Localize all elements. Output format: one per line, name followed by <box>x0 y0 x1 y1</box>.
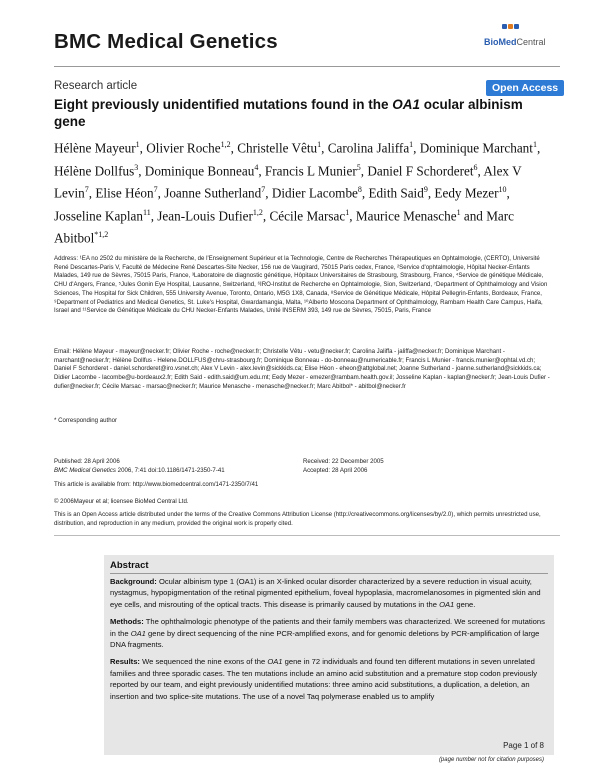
article-type: Research article <box>54 80 138 92</box>
published-date: Published: 28 April 2006 <box>54 458 120 465</box>
citation: BMC Medical Genetics 2006, 7:41 doi:10.1186/1471-2350-7-41 <box>54 467 225 474</box>
author-affiliation: 7 <box>84 185 89 195</box>
author-affiliation: *1,2 <box>94 230 109 240</box>
author-separator: , <box>138 162 145 178</box>
author-separator: , <box>349 208 356 224</box>
author-name: Jean-Louis Dufier <box>157 208 253 224</box>
author-name: Maurice Menasche <box>355 208 457 224</box>
author-name: Elise Héon <box>95 185 154 201</box>
author-separator: , <box>477 162 484 178</box>
publication-info <box>54 457 225 475</box>
author-separator: , <box>258 162 265 178</box>
affiliations: Address: ¹EA no 2502 du ministère de la Recherche, de l'Enseignement Supérieur et la Technologie, Centre de Recherches Thérapeutiques en Ophtalmologie, (CERTO), Université René Descartes-Paris V, Faculté de Médecine René Descartes-Site Necker, 156 rue de Vaugirard, 75015 Paris cedex, France, ²Service d'ophtalmologie, Hôpital Necker-Enfants Malades, 149 rue de Sèvres, 75015 Paris, France, ³Laboratoire de diagnostic génétique, Hôpitaux Universitaires de Strasbourg, Strasbourg, France, ⁴Service de génétique Médicale, CHU d'Angers, France, ⁵Jules Gonin Eye Hospital, Lausanne, Switzerland, ⁶IRO-Institut de Recherche en Ophtalmologie, Sion, Switzerland, ⁷Department of Ophthalmology and Vision Sciences, The Hospital for Sick Children, 555 University Avenue, Toronto, Ontario, M5G 1X8, Canada, ⁸Service de Génétique Médicale, Hôpital Pellegrin-Enfants, Bordeaux, France, ⁹Department of Pediatrics and Medical Genetics, St. Luke's Hospital, Gwardamangia, Malta, ¹⁰Alberto Moscona Department of Ophthalmology, Rambam Health Care Campus, Haifa, Israel and ¹¹Service de Génétique Médicale du CHU Necker-Enfants Malades, Unité INSERM 393, 149 rue de Sèvres, 75015, Paris, France <box>54 255 548 315</box>
author-affiliation: 4 <box>254 162 259 172</box>
author-separator: , <box>427 185 435 201</box>
author-separator: , <box>262 208 270 224</box>
author-name: Christelle Vêtu <box>237 140 318 156</box>
abstract-body <box>110 576 548 708</box>
author-separator: , <box>230 140 238 156</box>
author-name: Daniel F Schorderet <box>367 162 474 178</box>
page-number: Page 1 of 8 <box>503 741 544 750</box>
author-name: Didier Lacombe <box>271 185 358 201</box>
abstract-methods: Methods: The ophthalmologic phenotype of the patients and their family members was characterized. We screened for mutations in the OA1 gene by direct sequencing of the nine PCR-amplified exons, and for genomic deletions by PCR-amplification of large DNA fragments. <box>110 617 545 650</box>
author-list <box>54 135 554 248</box>
author-name: and Marc Abitbol <box>54 208 515 246</box>
author-name: Carolina Jaliffa <box>327 140 410 156</box>
abstract-box <box>104 555 554 755</box>
author-affiliation: 5 <box>356 162 361 172</box>
author-name: Dominique Marchant <box>419 140 533 156</box>
author-separator: , <box>360 162 368 178</box>
author-separator: , <box>139 140 147 156</box>
author-affiliation: 7 <box>153 185 158 195</box>
author-separator: , <box>413 140 420 156</box>
author-affiliation: 8 <box>357 185 362 195</box>
author-name: Cécile Marsac <box>269 208 346 224</box>
author-separator: , <box>361 185 369 201</box>
author-affiliation: 6 <box>473 162 478 172</box>
accepted-date: Accepted: 28 April 2006 <box>303 467 368 474</box>
author-affiliation: 7 <box>261 185 266 195</box>
received-accepted <box>303 457 384 475</box>
abstract-rule <box>110 573 548 574</box>
header-rule <box>54 66 560 67</box>
received-date: Received: 22 December 2005 <box>303 458 384 465</box>
author-separator: , <box>88 185 96 201</box>
author-affiliation: 10 <box>498 185 507 195</box>
author-name: Edith Said <box>368 185 424 201</box>
author-emails: Email: Hélène Mayeur - mayeur@necker.fr; Olivier Roche - roche@necker.fr; Christelle Vêtu - vetu@necker.fr; Carolina Jaliffa - jaliffa@necker.fr; Dominique Marchant - marchant@necker.fr; Hélène Dollfus - Helene.DOLLFUS@chru-strasbourg.fr; Dominique Bonneau - do-bonneau@numericable.fr; Francis L Munier - francis.munier@ophtal.vd.ch; Daniel F Schorderet - daniel.schorderet@iro.vsnet.ch; Alex V Levin - alex.levin@sickkids.ca; Elise Héon - eheon@attglobal.net; Joanne Sutherland - joanne.sutherland@sickkids.ca; Didier Lacombe - lacombe@u-bordeaux2.fr; Edith Said - edith.said@um.edu.mt; Eedy Mezer - emezer@rambam.health.gov.il; Josseline Kaplan - kaplan@necker.fr; Jean-Louis Dufier - dufier@necker.fr; Cécile Marsac - marsac@necker.fr; Maurice Menasche - menasche@necker.fr; Marc Abitbol* - abitbol@necker.fr <box>54 348 550 390</box>
author-affiliation: 1 <box>317 140 322 149</box>
abstract-background: Background: Ocular albinism type 1 (OA1) is an X-linked ocular disorder characterized by a severe reduction in visual acuity, nystagmus, hypopigmentation of the retinal pigmented epithelium, foveal hypoplasia, macromelanosomes in pigmented skin and eye cells, and misrouting of the optical tracts. This disease is primarily caused by mutations in the OA1 gene. <box>110 577 541 609</box>
logo-mark <box>502 22 520 31</box>
journal-title: BMC Medical Genetics <box>54 30 278 53</box>
article-title: Eight previously unidentified mutations found in the OA1 ocular albinism gene <box>54 97 523 129</box>
author-affiliation: 11 <box>143 207 151 217</box>
article-url: This article is available from: http://www.biomedcentral.com/1471-2350/7/41 <box>54 481 259 488</box>
author-affiliation: 1 <box>456 207 461 217</box>
author-name: Dominique Bonneau <box>144 162 255 178</box>
author-separator: , <box>506 185 510 201</box>
author-name: Joanne Sutherland <box>164 185 262 201</box>
author-affiliation: 1 <box>532 140 537 149</box>
copyright: © 2006Mayeur et al; licensee BioMed Central Ltd. <box>54 498 189 505</box>
author-name: Hélène Dollfus <box>54 162 135 178</box>
author-name: Francis L Munier <box>264 162 357 178</box>
author-separator: , <box>536 140 541 156</box>
copyright-license <box>54 497 554 528</box>
page-number-note: (page number not for citation purposes) <box>438 757 544 763</box>
logo-text: BioMedCentral <box>484 37 546 47</box>
author-name: Hélène Mayeur <box>54 140 136 156</box>
license-text: This is an Open Access article distributed under the terms of the Creative Commons Attribution License (http://creativecommons.org/licenses/by/2.0), which permits unrestricted use, distribution, and reproduction in any medium, provided the original work is properly cited. <box>54 511 541 527</box>
abstract-heading: Abstract <box>110 560 149 571</box>
author-affiliation: 1 <box>345 207 350 217</box>
author-affiliation: 9 <box>423 185 428 195</box>
biomed-central-logo <box>470 22 560 54</box>
author-name: Josseline Kaplan <box>54 208 143 224</box>
author-affiliation: 3 <box>134 162 139 172</box>
author-name: Alex V Levin <box>54 162 522 201</box>
author-separator: , <box>150 208 158 224</box>
corresponding-author-note: * Corresponding author <box>54 417 118 424</box>
author-affiliation: 1,2 <box>252 207 263 217</box>
author-separator: , <box>265 185 272 201</box>
author-separator: , <box>321 140 328 156</box>
section-rule <box>54 535 560 536</box>
open-access-badge: Open Access <box>486 80 564 96</box>
author-affiliation: 1 <box>135 140 140 149</box>
author-name: Eedy Mezer <box>434 185 499 201</box>
abstract-results: Results: We sequenced the nine exons of the OA1 gene in 72 individuals and found ten different mutations in seven unrelated families and three sporadic cases. The ten mutations include an amino acid substitution and a premature stop codon previously reported by our team, and eight previously unidentified mutations: three amino acid substitutions, a duplication, a deletion, an insertion and two splice-site mutations. The use of a novel Taq polymerase enabled us to amplify <box>110 657 538 701</box>
author-separator: , <box>157 185 165 201</box>
author-affiliation: 1 <box>409 140 414 149</box>
author-name: Olivier Roche <box>146 140 221 156</box>
author-affiliation: 1,2 <box>220 140 231 149</box>
